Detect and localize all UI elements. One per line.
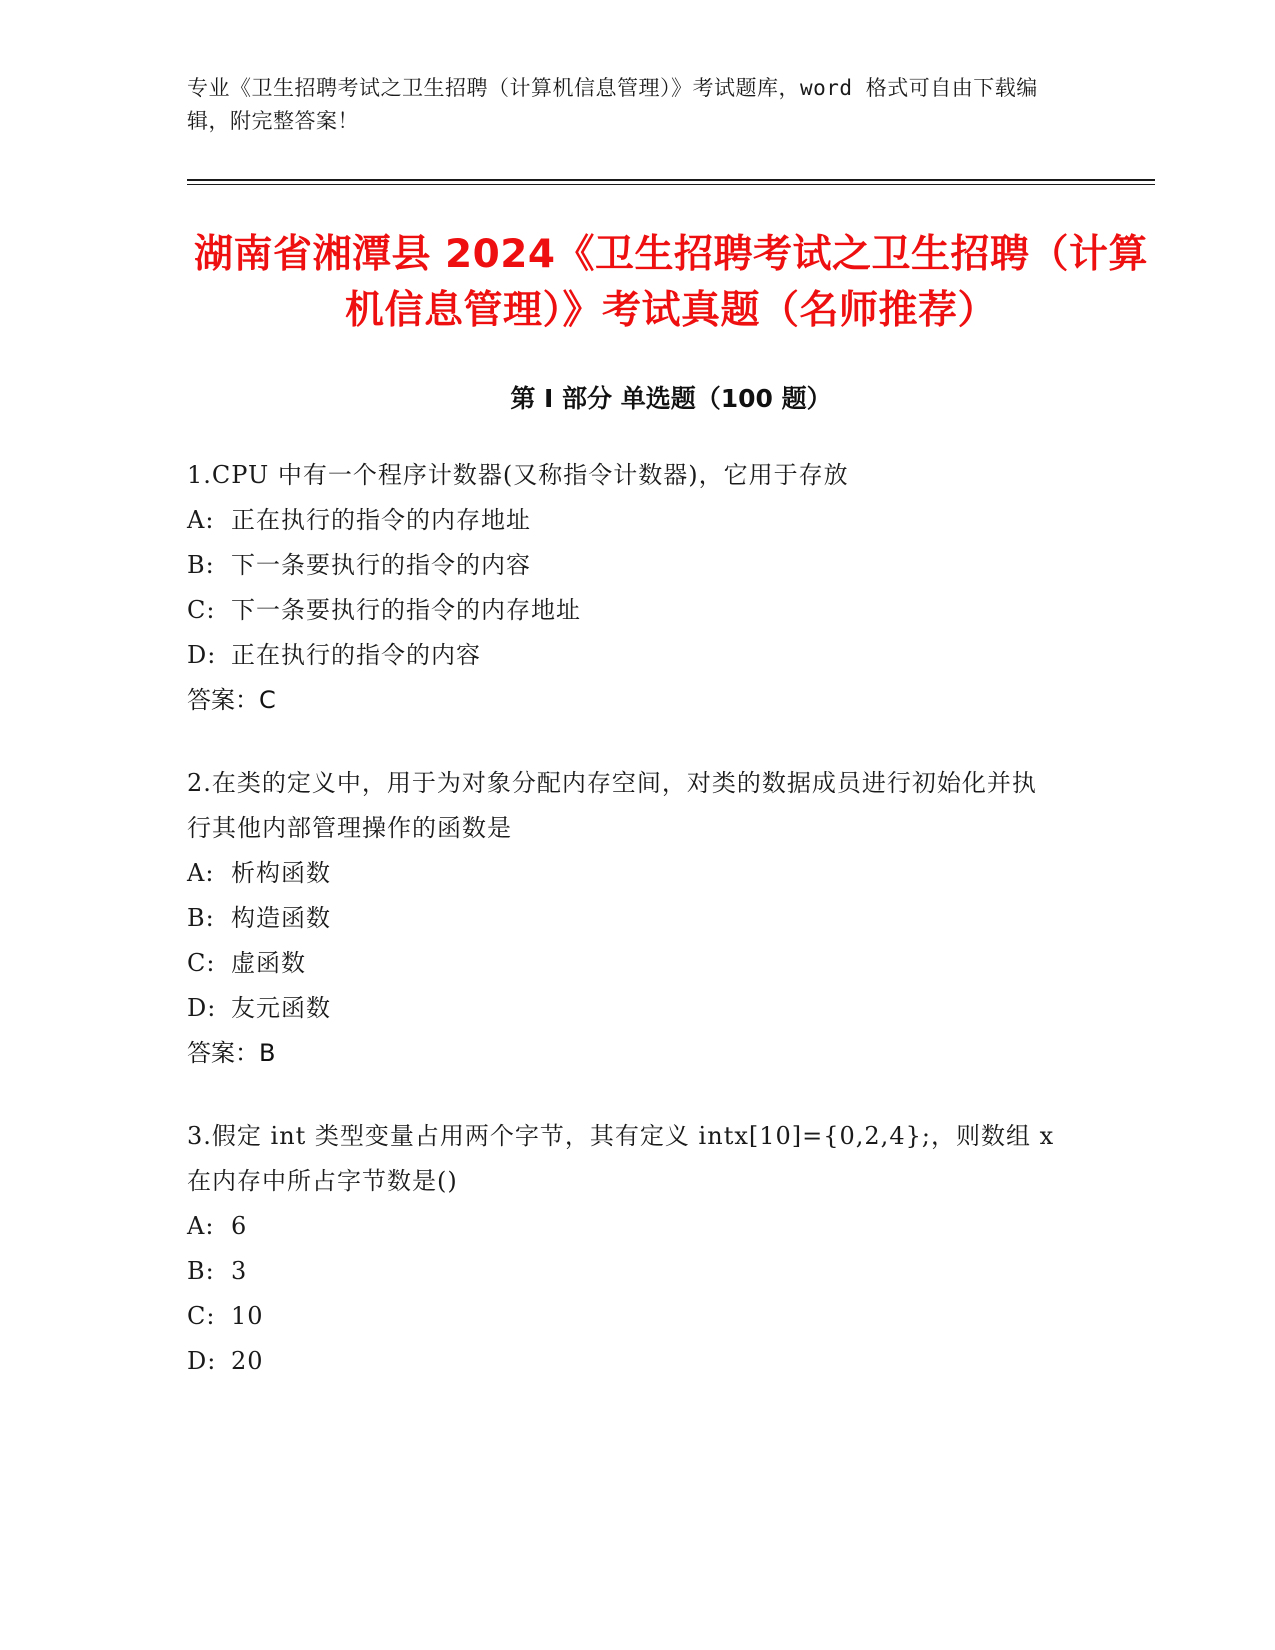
option-letter: B: <box>187 551 215 579</box>
option-b <box>187 1249 1155 1294</box>
option-text: 20 <box>231 1347 264 1375</box>
option-c <box>187 588 1155 633</box>
option-text: 下一条要执行的指令的内容 <box>231 551 531 579</box>
option-c <box>187 1294 1155 1339</box>
question-stem: 1.CPU 中有一个程序计数器(又称指令计数器)，它用于存放 <box>187 461 849 489</box>
answer-line: 答案：B <box>187 1039 276 1067</box>
question-stem: 3.假定 int 类型变量占用两个字节，其有定义 intx[10]={0,2,4};，则数组 x 在内存中所占字节数是() <box>187 1122 1055 1195</box>
option-d <box>187 633 1155 678</box>
option-letter: A: <box>187 859 215 887</box>
option-letter: C: <box>187 1302 216 1330</box>
option-text: 虚函数 <box>231 949 306 977</box>
document-title: 湖南省湘潭县 2024《卫生招聘考试之卫生招聘（计算机信息管理）》考试真题（名师推荐） <box>193 232 1149 333</box>
option-c <box>187 941 1155 986</box>
answer-line: 答案：C <box>187 686 276 714</box>
option-letter: A: <box>187 506 215 534</box>
header-divider-thin <box>187 184 1155 185</box>
option-d <box>187 986 1155 1031</box>
question-1 <box>187 453 1155 723</box>
option-letter: B: <box>187 904 215 932</box>
option-text: 3 <box>231 1257 248 1285</box>
option-letter: D: <box>187 994 217 1022</box>
option-text: 10 <box>231 1302 264 1330</box>
option-a <box>187 1204 1155 1249</box>
section-title: 第 I 部分 单选题（100 题） <box>510 384 832 413</box>
option-text: 6 <box>231 1212 248 1240</box>
document-page <box>187 72 1155 1422</box>
option-a <box>187 851 1155 896</box>
option-b <box>187 543 1155 588</box>
question-list <box>187 453 1155 1384</box>
option-text: 析构函数 <box>231 859 331 887</box>
option-a <box>187 498 1155 543</box>
option-b <box>187 896 1155 941</box>
option-text: 友元函数 <box>231 994 331 1022</box>
option-text: 下一条要执行的指令的内存地址 <box>231 596 581 624</box>
question-2 <box>187 761 1155 1076</box>
option-letter: D: <box>187 1347 217 1375</box>
option-letter: D: <box>187 641 217 669</box>
option-text: 构造函数 <box>231 904 331 932</box>
option-letter: C: <box>187 596 216 624</box>
question-stem: 2.在类的定义中，用于为对象分配内存空间，对类的数据成员进行初始化并执行其他内部管理操作的函数是 <box>187 769 1037 842</box>
option-text: 正在执行的指令的内容 <box>231 641 481 669</box>
option-d <box>187 1339 1155 1384</box>
option-letter: A: <box>187 1212 215 1240</box>
question-3 <box>187 1114 1155 1384</box>
option-letter: C: <box>187 949 216 977</box>
header-divider-thick <box>187 179 1155 181</box>
option-text: 正在执行的指令的内存地址 <box>231 506 531 534</box>
header-note: 专业《卫生招聘考试之卫生招聘（计算机信息管理）》考试题库，word 格式可自由下载编辑，附完整答案！ <box>187 76 1038 133</box>
option-letter: B: <box>187 1257 215 1285</box>
